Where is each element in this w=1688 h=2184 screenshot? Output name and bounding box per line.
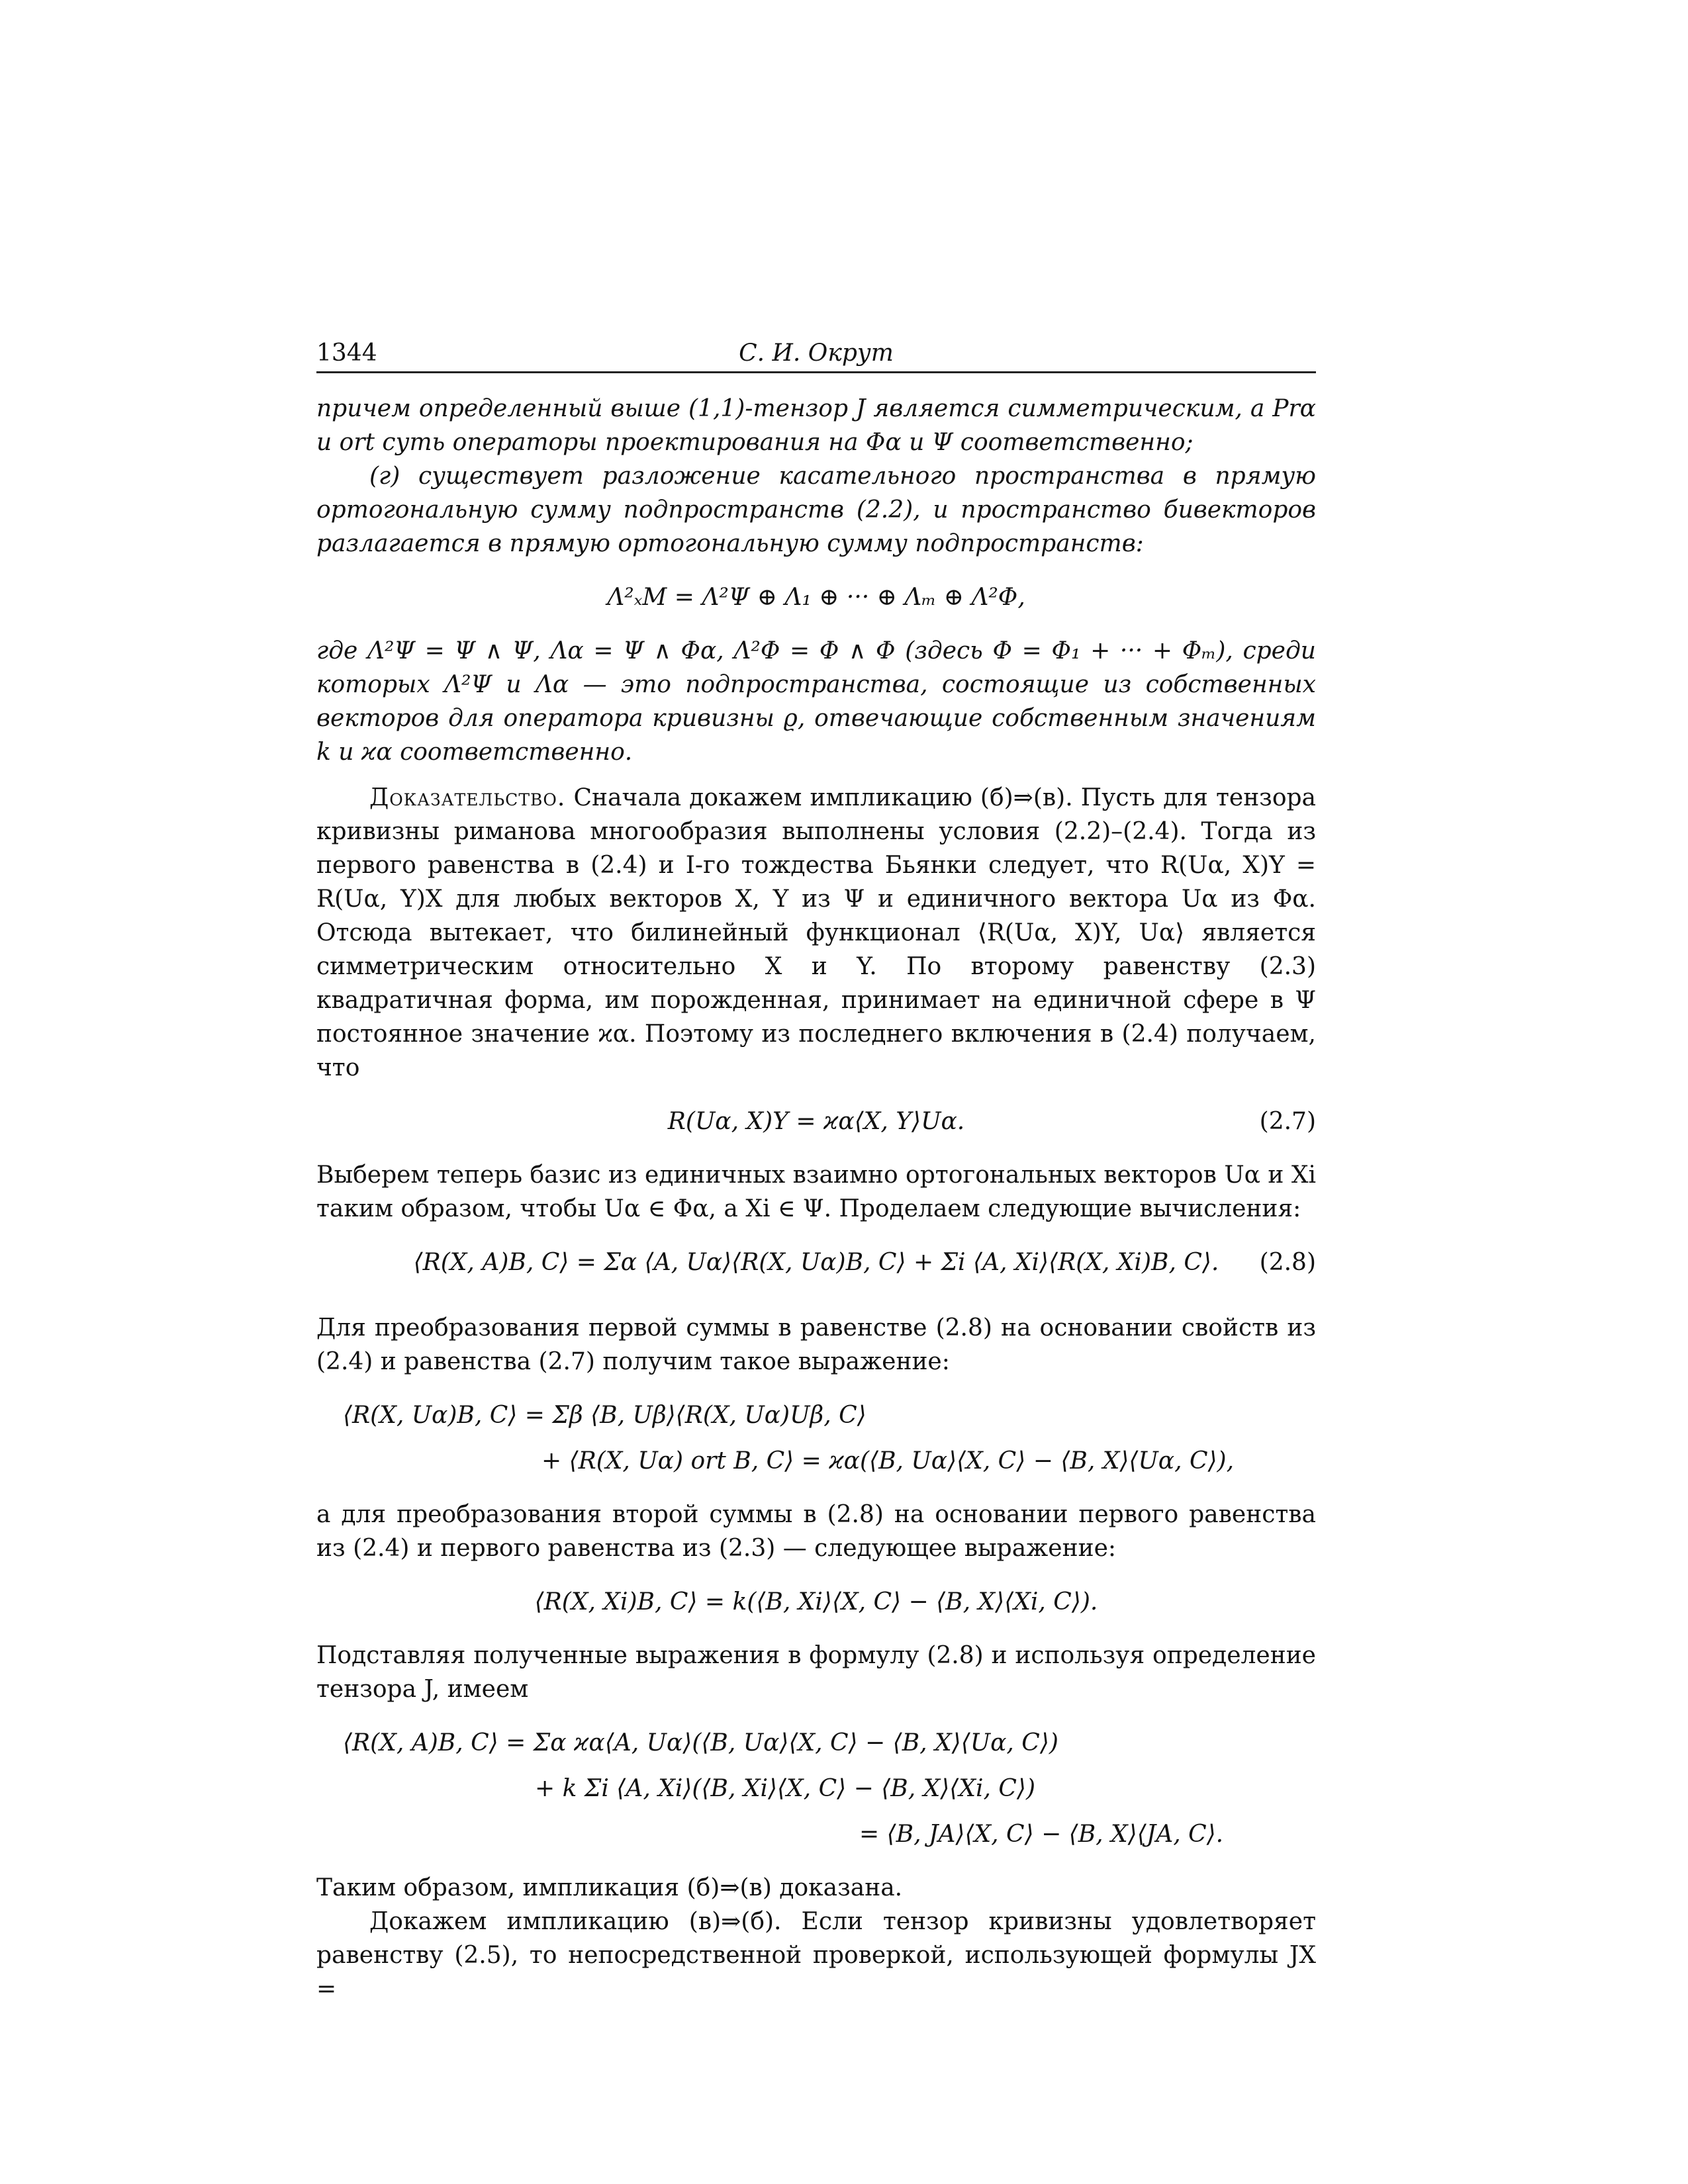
reverse-implication-paragraph: Докажем импликацию (в)⇒(б). Если тензор кривизны удовлетворяет равенству (2.5), то непосредственной проверкой, использующей формулы JX = [316,1908,1316,2003]
equation-first-sum-line-1: ⟨R(X, Uα)B, C⟩ = Σβ ⟨B, Uβ⟩⟨R(X, Uα)Uβ, C⟩ [343,1402,867,1429]
conclusion-paragraph: Таким образом, импликация (б)⇒(в) доказана. [316,1874,903,1901]
proof-paragraph [316,781,1316,1085]
proof-label: Доказательство. [369,784,566,811]
theorem-continuation: причем определенный выше (1,1)-тензор J является симметрическим, а Prα и ort суть операторы проектирования на Φα и Ψ соответственно; [316,395,1316,456]
theorem-where-clause: где Λ²Ψ = Ψ ∧ Ψ, Λα = Ψ ∧ Φα, Λ²Φ = Φ ∧ Φ (здесь Φ = Φ₁ + ··· + Φₘ), среди которых Λ²Ψ и Λα — это подпространства, состоящие из собственных векторов для оператора кривизны ϱ, отвечающие собственным значениям k и ϰα соответственно. [316,637,1316,766]
running-author: С. И. Окрут [739,340,894,367]
equation-2-8-body: ⟨R(X, A)B, C⟩ = Σα ⟨A, Uα⟩⟨R(X, Uα)B, C⟩ + Σi ⟨A, Xi⟩⟨R(X, Xi)B, C⟩. [413,1249,1219,1276]
equation-bivector-decomposition: Λ²ₓM = Λ²Ψ ⊕ Λ₁ ⊕ ··· ⊕ Λₘ ⊕ Λ²Φ, [607,584,1025,611]
equation-final-line-3: = ⟨B, JA⟩⟨X, C⟩ − ⟨B, X⟩⟨JA, C⟩. [859,1821,1224,1848]
second-sum-paragraph: а для преобразования второй суммы в (2.8) на основании первого равенства из (2.4) и первого равенства из (2.3) — следующее выражение: [316,1501,1316,1562]
proof-text: Сначала докажем импликацию (б)⇒(в). Пусть для тензора кривизны риманова многообразия выполнены условия (2.2)–(2.4). Тогда из первого равенства в (2.4) и I-го тождества Бьянки следует, что R(Uα, X)Y = R(Uα, Y)X для любых векторов X, Y из Ψ и единичного вектора Uα из Φα. Отсюда вытекает, что билинейный функционал ⟨R(Uα, X)Y, Uα⟩ является симметрическим относительно X и Y. По второму равенству (2.3) квадратичная форма, им порожденная, принимает на единичной сфере в Ψ постоянное значение ϰα. Поэтому из последнего включения в (2.4) получаем, что [316,784,1317,1081]
basis-paragraph: Выберем теперь базис из единичных взаимно ортогональных векторов Uα и Xi таким образом, чтобы Uα ∈ Φα, а Xi ∈ Ψ. Проделаем следующие вычисления: [316,1161,1316,1222]
equation-2-8 [316,1246,1316,1279]
theorem-item-g: (г) существует разложение касательного пространства в прямую ортогональную сумму подпространств (2.2), и пространство бивекторов разлагается в прямую ортогональную сумму подпространств: [316,463,1316,557]
equation-2-7-tag: (2.7) [1259,1108,1316,1135]
equation-2-7-body: R(Uα, X)Y = ϰα⟨X, Y⟩Uα. [667,1108,965,1135]
page [316,334,1316,2006]
first-sum-paragraph: Для преобразования первой суммы в равенстве (2.8) на основании свойств из (2.4) и равенства (2.7) получим такое выражение: [316,1314,1316,1375]
substitution-paragraph: Подставляя полученные выражения в формулу (2.8) и используя определение тензора J, имеем [316,1642,1316,1703]
equation-2-8-tag: (2.8) [1259,1249,1316,1276]
page-number: 1344 [316,340,377,367]
equation-first-sum-line-2: + ⟨R(X, Uα) ort B, C⟩ = ϰα(⟨B, Uα⟩⟨X, C⟩ − ⟨B, X⟩⟨Uα, C⟩), [541,1447,1235,1475]
equation-2-7 [316,1105,1316,1138]
equation-final-line-2: + k Σi ⟨A, Xi⟩(⟨B, Xi⟩⟨X, C⟩ − ⟨B, X⟩⟨Xi, C⟩) [535,1775,1035,1802]
page-body [316,392,1316,2006]
running-header [316,334,1316,373]
equation-second-sum: ⟨R(X, Xi)B, C⟩ = k(⟨B, Xi⟩⟨X, C⟩ − ⟨B, X⟩⟨Xi, C⟩). [534,1588,1098,1615]
equation-final-line-1: ⟨R(X, A)B, C⟩ = Σα ϰα⟨A, Uα⟩(⟨B, Uα⟩⟨X, C⟩ − ⟨B, X⟩⟨Uα, C⟩) [343,1729,1058,1756]
